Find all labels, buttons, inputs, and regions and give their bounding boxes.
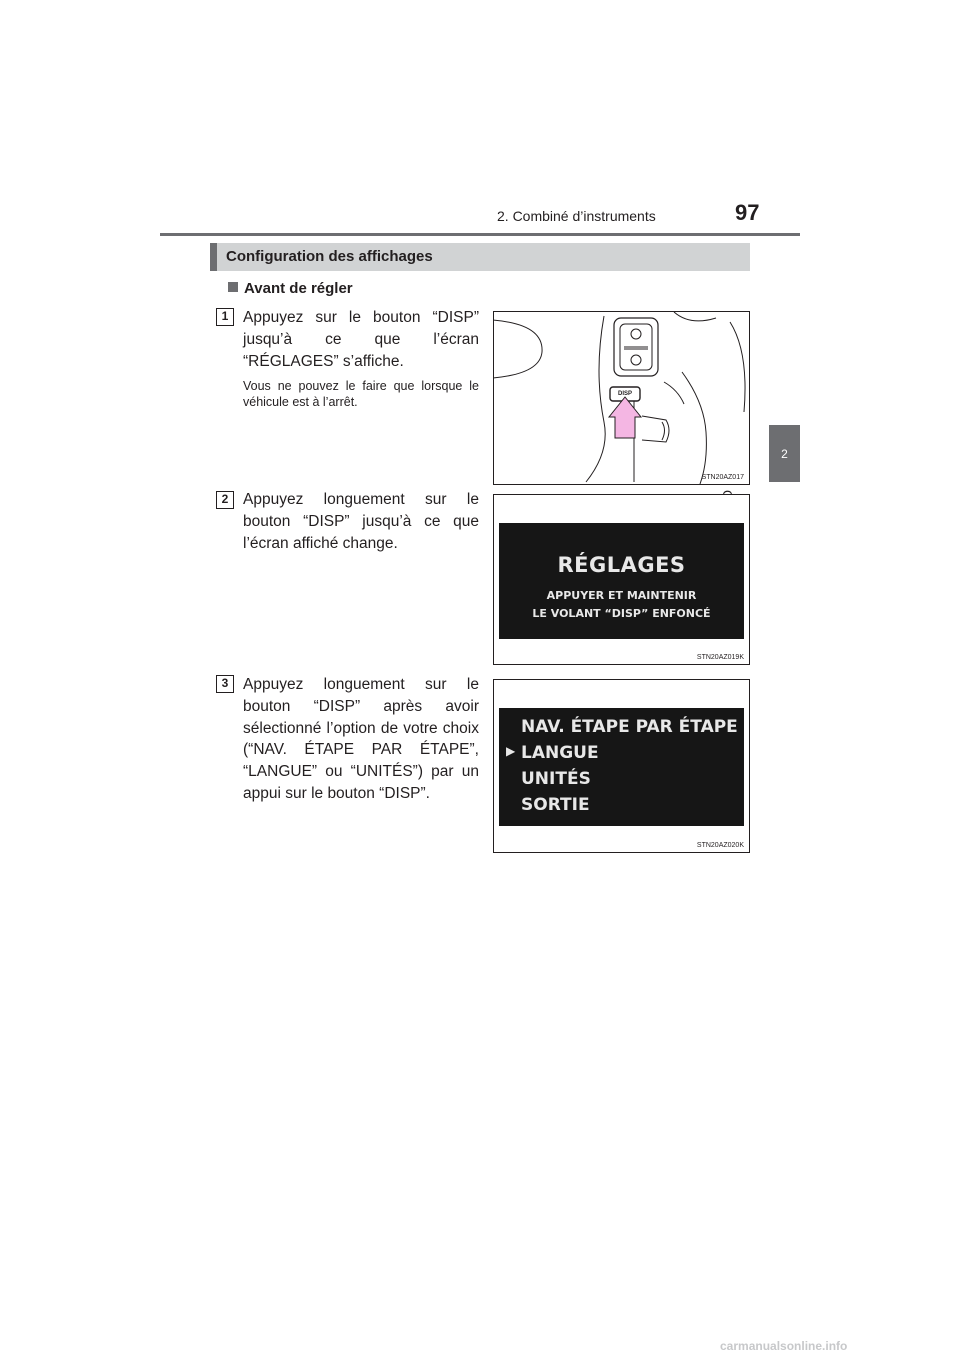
screen-line-2: LE VOLANT “DISP” ENFONCÉ — [532, 607, 711, 620]
settings-display — [499, 523, 744, 639]
step-number-3: 3 — [216, 675, 234, 693]
section-title: 2. Combiné d’instruments — [497, 208, 656, 224]
header-divider — [160, 233, 800, 236]
step-number-1: 1 — [216, 308, 234, 326]
section-heading — [210, 243, 750, 271]
section-heading-text: Configuration des affichages — [226, 248, 433, 265]
step-1-text: Appuyez sur le bouton “DISP” jusqu’à ce que l’écran “RÉGLAGES” s’affiche. — [243, 309, 479, 370]
step-3-text: Appuyez longuement sur le bouton “DISP” après avoir sélectionné l’option de votre choix (“NAV. ÉTAPE PAR ÉTAPE”, “LANGUE” ou “UNITÉS”) par un appui sur le bouton “DISP”. — [243, 676, 479, 802]
menu-item: UNITÉS — [521, 769, 591, 789]
figure-settings-screen — [493, 494, 750, 665]
selection-cursor-icon: ▶ — [506, 744, 516, 758]
figure-code: STN20AZ020K — [696, 842, 744, 849]
menu-item-selected: LANGUE — [521, 743, 599, 763]
menu-item: SORTIE — [521, 795, 590, 815]
step-1-note: Vous ne pouvez le faire que lorsque le véhicule est à l’arrêt. — [243, 379, 479, 409]
figure-steering-switch — [493, 311, 750, 485]
steering-switch-illustration — [494, 312, 749, 484]
chapter-label — [773, 490, 797, 640]
step-2-text: Appuyez longuement sur le bouton “DISP” jusqu’à ce que l’écran affiché change. — [243, 491, 479, 552]
figure-code: STN20AZ017 — [701, 474, 744, 481]
figure-menu-screen — [493, 679, 750, 853]
disp-button-label: DISP — [618, 391, 633, 397]
step-number-2: 2 — [216, 491, 234, 509]
settings-menu — [521, 714, 738, 818]
subheading — [228, 280, 353, 297]
chapter-tab: 2 — [769, 425, 800, 482]
subheading-text: Avant de régler — [244, 280, 353, 297]
square-bullet-icon — [228, 282, 238, 292]
footer-watermark: carmanualsonline.info — [720, 1339, 848, 1353]
figure-code: STN20AZ019K — [696, 654, 744, 661]
menu-item: NAV. ÉTAPE PAR ÉTAPE — [521, 717, 738, 737]
screen-line-1: APPUYER ET MAINTENIR — [546, 589, 697, 602]
page-number: 97 — [735, 200, 760, 225]
screen-title: RÉGLAGES — [557, 553, 686, 577]
menu-display — [499, 708, 744, 826]
